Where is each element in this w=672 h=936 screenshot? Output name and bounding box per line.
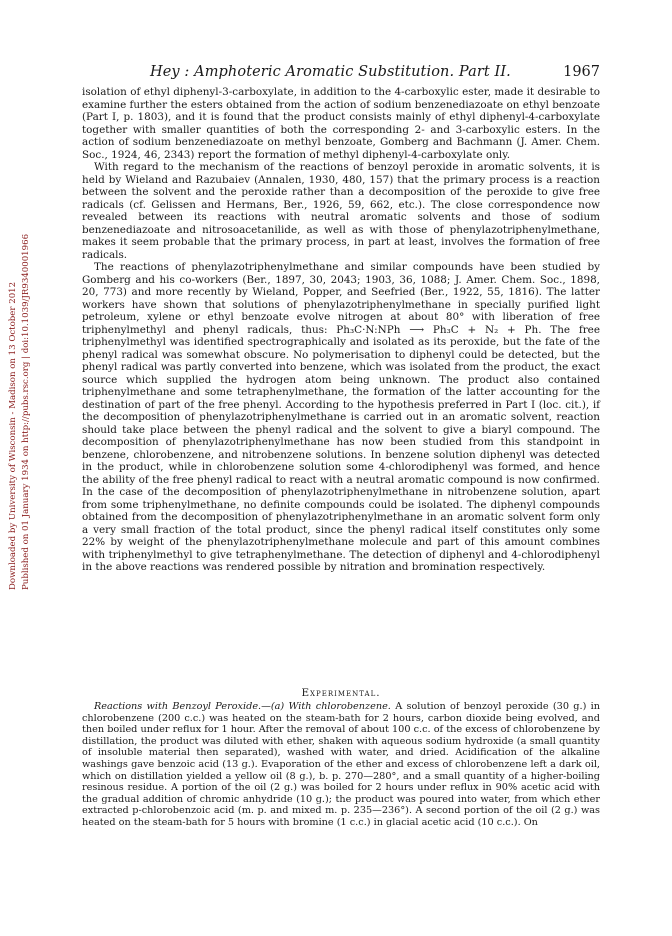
download-watermark <box>2 210 38 590</box>
article-body <box>82 86 600 574</box>
paragraph: The reactions of phenylazotriphenylmethane and similar compounds have been studied by Gomberg and his co-workers (Ber., 1897, 30, 2043; 1903, 36, 1088; J. Amer. Chem. Soc., 1898, 20, 773) and more recently by Wieland, Popper, and Seefried (Ber., 1922, 55, 1816). The latter workers have shown that solutions of phenylazotriphenylmethane in specially purified light petroleum, xylene or ethyl benzoate evolve nitrogen at about 80° with liberation of free triphenylmethyl and phenyl radicals, thus: Ph₃C·N:NPh ⟶ Ph₃C + N₂ + Ph. The free triphenylmethyl was identified spectrographically and isolated as its peroxide, but the fate of the phenyl radical was somewhat obscure. No polymerisation to diphenyl could be detected, but the phenyl radical was partly converted into benzene, which was isolated from the product, the exact source which supplied the hydrogen atom being unknown. The product also contained triphenylmethane and some tetraphenylmethane, the formation of the latter accounting for the destination of part of the free phenyl. According to the hypothesis preferred in Part I (loc. cit.), if the decomposition of phenylazotriphenylmethane is carried out in an aromatic solvent, reaction should take place between the phenyl radical and the solvent to give a biaryl compound. The decomposition of phenylazotriphenylmethane has now been studied from this standpoint in benzene, chlorobenzene, and nitrobenzene solutions. In benzene solution diphenyl was detected in the product, while in chlorobenzene solution some 4-chlorodiphenyl was formed, and hence the ability of the free phenyl radical to react with a neutral aromatic compound is now confirmed. In the case of the decomposition of phenylazotriphenylmethane in nitrobenzene solution, apart from some triphenylmethane, no definite compounds could be isolated. The diphenyl compounds obtained from the decomposition of phenylazotriphenylmethane in an aromatic solvent form only a very small fraction of the total product, since the phenyl radical itself constitutes only some 22% by weight of the phenylazotriphenylmethane molecule and part of this amount combines with triphenylmethyl to give tetraphenylmethane. The detection of diphenyl and 4-chlorodiphenyl in the above reactions was rendered possible by nitration and bromination respectively. <box>82 261 600 573</box>
running-title: Hey : Amphoteric Aromatic Substitution. Part II. <box>150 64 511 80</box>
experimental-text: A solution of benzoyl peroxide (30 g.) in chlorobenzene (200 c.c.) was heated on the steam-bath for 2 hours, carbon dioxide being evolved, and then boiled under reflux for 1 hour. After the removal of about 100 c.c. of the excess of chlorobenzene by distillation, the product was diluted with ether, shaken with aqueous sodium hydroxide (a small quantity of insoluble material then separated), washed with water, and dried. Acidification of the alkaline washings gave benzoic acid (13 g.). Evaporation of the ether and excess of chlorobenzene left a dark oil, which on distillation yielded a yellow oil (8 g.), b. p. 270—280°, and a small quantity of a higher-boiling resinous residue. A portion of the oil (2 g.) was boiled for 2 hours under reflux in 90% acetic acid with the gradual addition of chromic anhydride (10 g.); the product was poured into water, from which ether extracted p-chlorobenzoic acid (m. p. and mixed m. p. 235—236°). A second portion of the oil (2 g.) was heated on the steam-bath for 5 hours with bromine (1 c.c.) in glacial acetic acid (10 c.c.). On <box>82 701 600 828</box>
section-heading: Experimental. <box>301 687 381 699</box>
paragraph: With regard to the mechanism of the reactions of benzoyl peroxide in aromatic solvents, it is held by Wieland and Razubaiev (Annalen, 1930, 480, 157) that the primary process is a reaction between the solvent and the peroxide rather than a decomposition of the peroxide to give free radicals (cf. Gelissen and Hermans, Ber., 1926, 59, 662, etc.). The close correspondence now revealed between its reactions with neutral aromatic solvents and those of sodium benzenediazoate and nitrosoacetanilide, as well as with those of phenylazotriphenylmethane, makes it seem probable that the primary process, in part at least, involves the formation of free radicals. <box>82 161 600 261</box>
download-notice: Downloaded by University of Wisconsin - Madison on 13 October 2012 <box>8 281 18 590</box>
experimental-paragraph <box>82 701 600 829</box>
publication-notice: Published on 01 January 1934 on http://pubs.rsc.org | doi:10.1039/JR9340001966 <box>21 233 31 590</box>
experimental-lead-in: Reactions with Benzoyl Peroxide.—(a) With chlorobenzene. <box>94 701 391 712</box>
paragraph: isolation of ethyl diphenyl-3-carboxylate, in addition to the 4-carboxylic ester, made it desirable to examine further the esters obtained from the action of sodium benzenediazoate on ethyl benzoate (Part I, p. 1803), and it is found that the product consists mainly of ethyl diphenyl-4-carboxylate together with smaller quantities of both the corresponding 2- and 3-carboxylic esters. In the action of sodium benzenediazoate on methyl benzoate, Gomberg and Bachmann (J. Amer. Chem. Soc., 1924, 46, 2343) report the formation of methyl diphenyl-4-carboxylate only. <box>82 86 600 161</box>
running-header <box>150 64 600 84</box>
page-number: 1967 <box>563 64 600 80</box>
experimental-section <box>82 701 600 829</box>
